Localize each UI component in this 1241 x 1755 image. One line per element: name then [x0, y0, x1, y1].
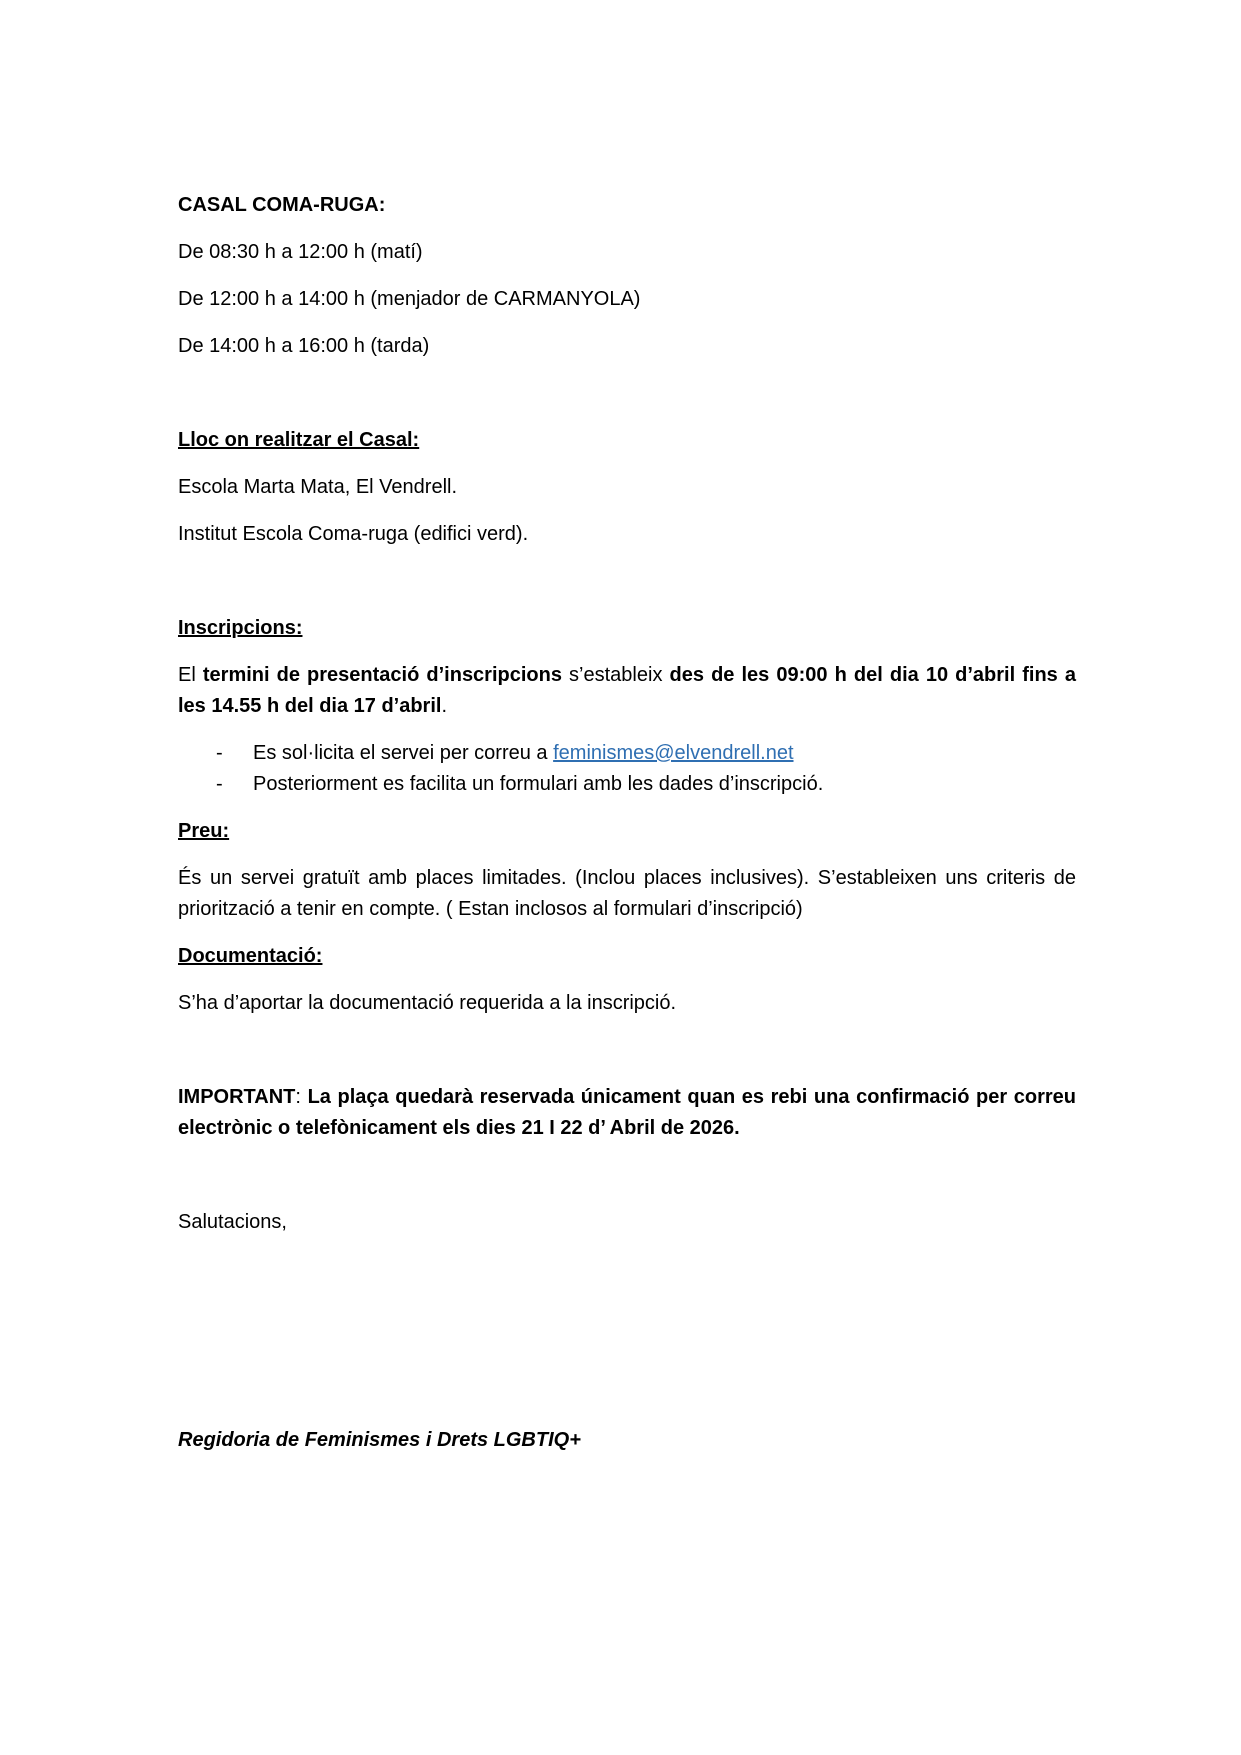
- registration-period: des de les 09:00 h del dia 10 d’abril fins a les 14.55 h del dia 17 d’abril: [178, 664, 1077, 717]
- registration-steps-list: [178, 738, 1076, 800]
- registration-text-a: El: [178, 664, 203, 686]
- documentation-text: S’ha d’aportar la documentació requerida a la inscripció.: [178, 992, 677, 1014]
- important-colon: :: [295, 1086, 308, 1108]
- registration-heading: Inscripcions:: [178, 617, 303, 639]
- registration-step-2: Posteriorment es facilita un formulari amb les dades d’inscripció.: [253, 773, 824, 795]
- spacer: [178, 1254, 1076, 1425]
- spacer: [178, 566, 1076, 613]
- signature: Regidoria de Feminismes i Drets LGBTIQ+: [178, 1429, 581, 1451]
- closing-greeting: Salutacions,: [178, 1211, 287, 1233]
- location-place-1: Escola Marta Mata, El Vendrell.: [178, 476, 458, 498]
- spacer: [178, 1160, 1076, 1207]
- email-link[interactable]: feminismes@elvendrell.net: [553, 742, 794, 764]
- documentation-heading: Documentació:: [178, 945, 323, 967]
- dash-bullet: -: [216, 742, 223, 764]
- document-body: [178, 190, 1076, 1472]
- spacer: [178, 378, 1076, 425]
- important-label: IMPORTANT: [178, 1086, 296, 1108]
- registration-term-label: termini de presentació d’inscripcions: [202, 664, 562, 686]
- schedule-slot-afternoon: De 14:00 h a 16:00 h (tarda): [178, 335, 430, 357]
- price-heading: Preu:: [178, 820, 230, 842]
- important-text: La plaça quedarà reservada únicament quan es rebi una confirmació per correu electrònic o telefònicament els dies 21 I 22 d’ Abril de 2026.: [178, 1086, 1076, 1139]
- location-place-2: Institut Escola Coma-ruga (edifici verd).: [178, 523, 529, 545]
- location-heading: Lloc on realitzar el Casal:: [178, 429, 420, 451]
- registration-step-1: Es sol·licita el servei per correu a: [253, 742, 554, 764]
- important-notice: [178, 1082, 1076, 1144]
- schedule-slot-morning: De 08:30 h a 12:00 h (matí): [178, 241, 423, 263]
- dash-bullet: -: [216, 773, 223, 795]
- schedule-slot-lunch: De 12:00 h a 14:00 h (menjador de CARMANYOLA): [178, 288, 641, 310]
- list-item: [178, 769, 1076, 800]
- price-text: És un servei gratuït amb places limitades. (Inclou places inclusives). S’estableixen uns criteris de priorització a tenir en compte. ( Estan inclosos al formulari d’inscripció): [178, 867, 1076, 920]
- list-item: [178, 738, 1076, 769]
- schedule-heading: CASAL COMA-RUGA:: [178, 194, 386, 216]
- registration-text-end: .: [441, 695, 448, 717]
- registration-text-b: s’estableix: [561, 664, 670, 686]
- spacer: [178, 1035, 1076, 1082]
- registration-period-paragraph: [178, 660, 1076, 722]
